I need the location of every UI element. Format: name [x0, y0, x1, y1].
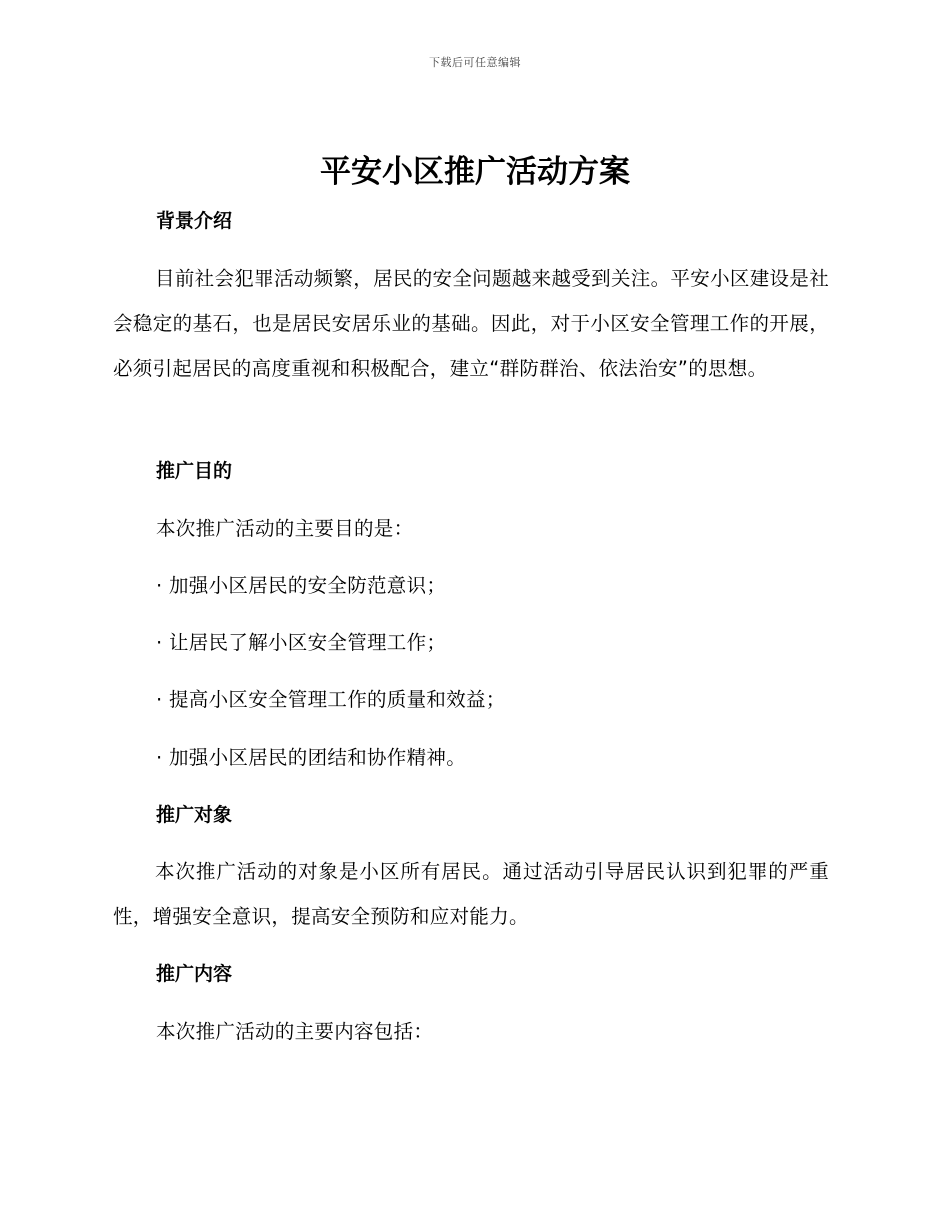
- content-intro: 本次推广活动的主要内容包括：: [156, 1020, 434, 1043]
- background-paragraph: 目前社会犯罪活动频繁，居民的安全问题越来越受到关注。平安小区建设是社会稳定的基石，也是居民安居乐业的基础。因此，对于小区安全管理工作的开展，必须引起居民的高度重视和积极配合，建立“群防群治、依法治安”的思想。: [113, 267, 829, 380]
- target-paragraph: 本次推广活动的对象是小区所有居民。通过活动引导居民认识到犯罪的严重性，增强安全意识，提高安全预防和应对能力。: [113, 860, 829, 928]
- purpose-bullet: · 让居民了解小区安全管理工作；: [156, 631, 447, 654]
- purpose-bullet: · 加强小区居民的团结和协作精神。: [156, 746, 466, 769]
- document-title: 平安小区推广活动方案: [320, 154, 630, 190]
- header-note: 下载后可任意编辑: [429, 56, 521, 69]
- section-heading-target: 推广对象: [156, 804, 233, 826]
- purpose-bullet: · 加强小区居民的安全防范意识；: [156, 574, 447, 597]
- section-heading-background: 背景介绍: [156, 210, 233, 232]
- purpose-intro: 本次推广活动的主要目的是：: [156, 517, 414, 540]
- section-heading-purpose: 推广目的: [156, 460, 233, 482]
- section-heading-content: 推广内容: [156, 963, 233, 985]
- purpose-bullet: · 提高小区安全管理工作的质量和效益；: [156, 688, 506, 711]
